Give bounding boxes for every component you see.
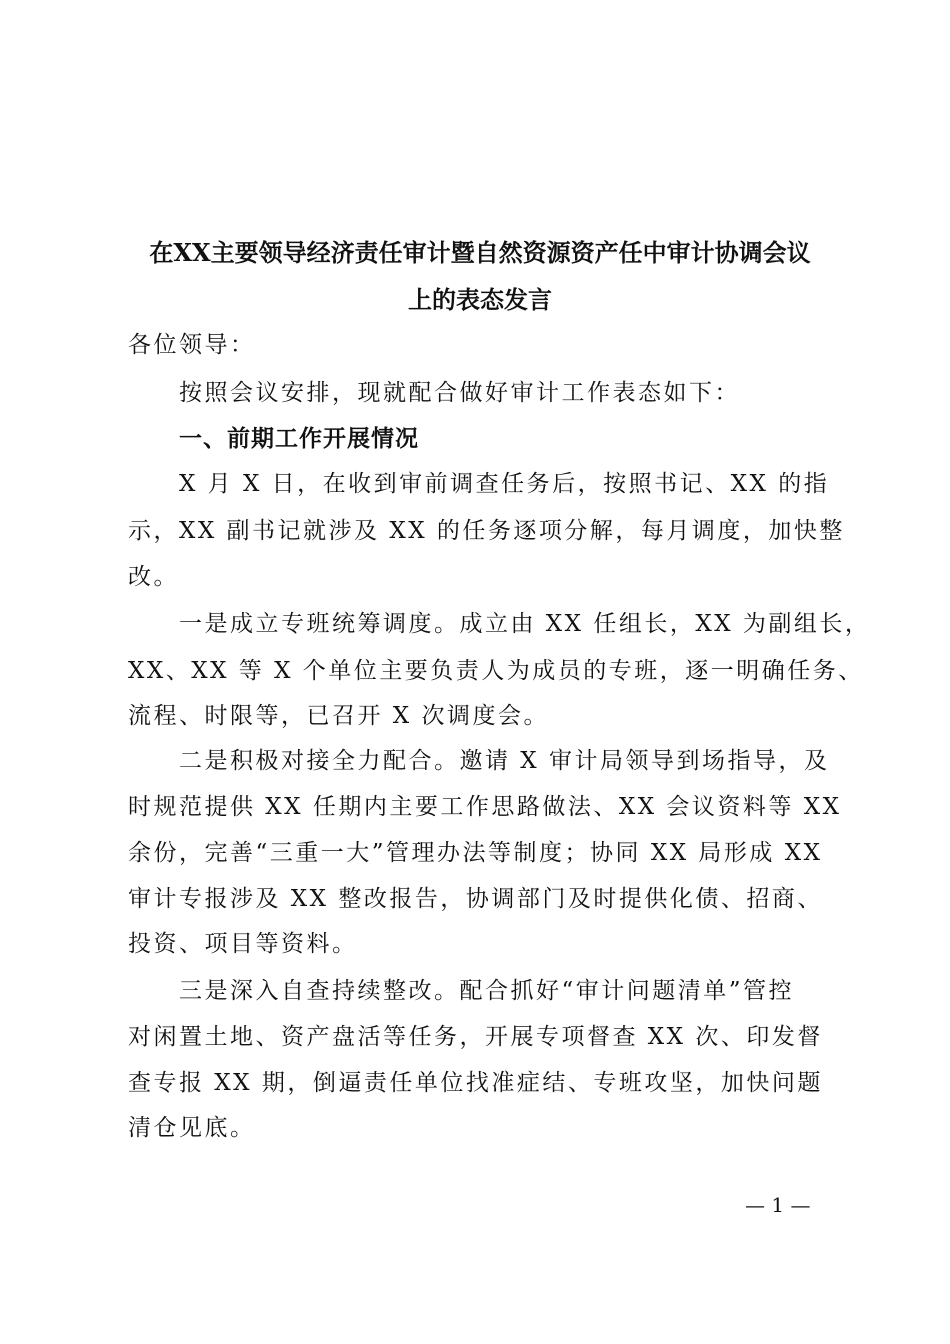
paragraph-line: 三是深入自查持续整改。配合抓好“审计问题清单”管控 xyxy=(179,978,795,1004)
document-title-line-1: 在XX主要领导经济责任审计暨自然资源资产任中审计协调会议 xyxy=(149,238,811,267)
paragraph-line: 改。 xyxy=(128,564,179,590)
paragraph-line: XX、XX 等 X 个单位主要负责人为成员的专班，逐一明确任务、 xyxy=(128,658,864,684)
paragraph-line: 审计专报涉及 XX 整改报告，协调部门及时提供化债、招商、 xyxy=(128,886,823,912)
paragraph-line: 投资、项目等资料。 xyxy=(128,931,358,957)
paragraph-line: 余份，完善“三重一大”管理办法等制度；协同 XX 局形成 XX xyxy=(128,840,823,866)
document-title-line-2: 上的表态发言 xyxy=(408,285,552,314)
paragraph-line: 对闲置土地、资产盘活等任务，开展专项督查 XX 次、印发督 xyxy=(128,1024,823,1050)
salutation: 各位领导： xyxy=(128,332,256,358)
paragraph-line: 时规范提供 XX 任期内主要工作思路做法、XX 会议资料等 XX xyxy=(128,794,842,820)
paragraph-line: 示，XX 副书记就涉及 XX 的任务逐项分解，每月调度，加快整 xyxy=(128,518,845,544)
section-heading: 一、前期工作开展情况 xyxy=(179,425,419,452)
paragraph-line: X 月 X 日，在收到审前调查任务后，按照书记、XX 的指 xyxy=(179,471,830,497)
paragraph-line: 查专报 XX 期，倒逼责任单位找准症结、专班攻坚，加快问题 xyxy=(128,1070,823,1096)
page-number: — 1 — xyxy=(745,1193,811,1217)
paragraph-line: 流程、时限等，已召开 X 次调度会。 xyxy=(128,703,549,729)
paragraph-line: 清仓见底。 xyxy=(128,1115,256,1141)
paragraph-line: 二是积极对接全力配合。邀请 X 审计局领导到场指导，及 xyxy=(179,748,830,774)
intro-paragraph: 按照会议安排，现就配合做好审计工作表态如下： xyxy=(179,380,740,406)
paragraph-line: 一是成立专班统筹调度。成立由 XX 任组长，XX 为副组长， xyxy=(179,611,871,637)
